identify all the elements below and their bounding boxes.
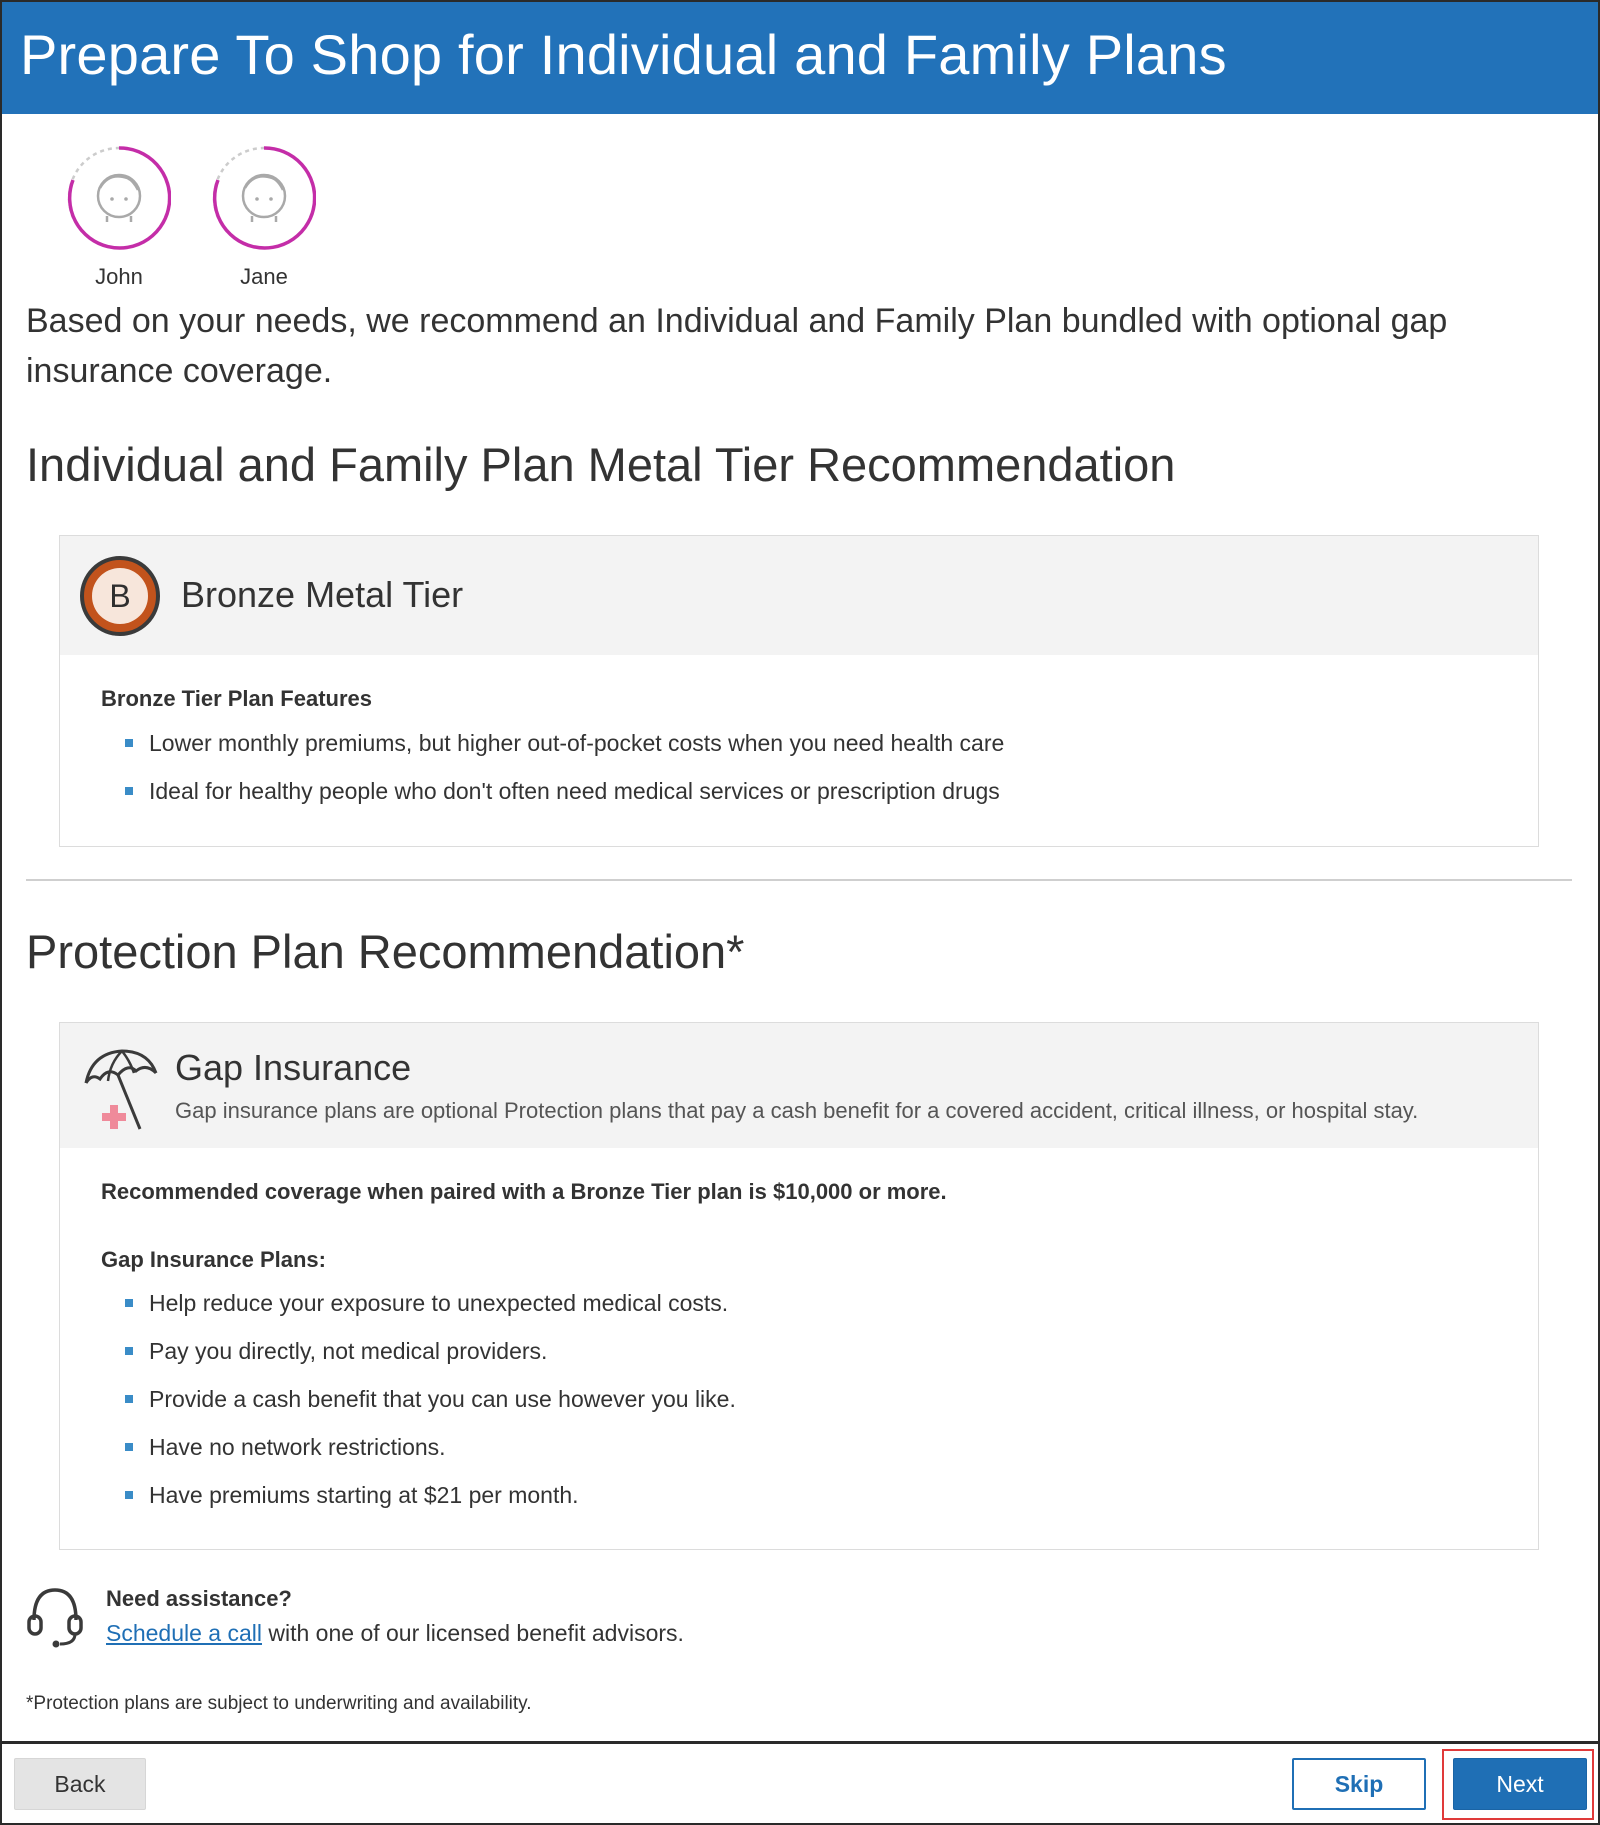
member-name: Jane [240, 264, 288, 289]
bronze-features-list [125, 719, 1004, 815]
gap-insurance-card [59, 1022, 1539, 1550]
recommended-coverage: Recommended coverage when paired with a Bronze Tier plan is $10,000 or more. [101, 1179, 947, 1204]
assistance-question: Need assistance? [106, 1586, 292, 1611]
list-item: Lower monthly premiums, but higher out-of-pocket costs when you need health care [125, 719, 1004, 767]
footnote: *Protection plans are subject to underwriting and availability. [26, 1693, 532, 1714]
section-divider [26, 879, 1572, 881]
list-item: Ideal for healthy people who don't often need medical services or prescription drugs [125, 767, 1004, 815]
page-header [2, 2, 1598, 114]
next-button[interactable]: Next [1453, 1758, 1587, 1810]
metal-tier-section-title: Individual and Family Plan Metal Tier Recommendation [26, 438, 1176, 491]
back-button[interactable]: Back [14, 1758, 146, 1810]
assistance-text: with one of our licensed benefit advisors. [262, 1620, 684, 1646]
bronze-tier-card [59, 535, 1539, 847]
page-title: Prepare To Shop for Individual and Family Plans [20, 23, 1227, 86]
bronze-tier-title: Bronze Metal Tier [181, 574, 464, 615]
assistance-line [106, 1620, 684, 1647]
list-item: Provide a cash benefit that you can use however you like. [125, 1375, 736, 1423]
gap-insurance-card-header [60, 1023, 1538, 1148]
list-item: Have no network restrictions. [125, 1423, 736, 1471]
gap-plans-title: Gap Insurance Plans: [101, 1247, 326, 1272]
gap-insurance-description: Gap insurance plans are optional Protection plans that pay a cash benefit for a covered accident, critical illness, or hospital stay. [175, 1098, 1419, 1123]
umbrella-medical-icon [78, 1043, 158, 1133]
footer-bar [2, 1741, 1598, 1823]
headset-icon [26, 1584, 84, 1650]
person-avatar-icon [67, 146, 171, 250]
recommendation-intro: Based on your needs, we recommend an Individual and Family Plan bundled with optional gap insurance coverage. [26, 302, 1448, 390]
schedule-call-link[interactable]: Schedule a call [106, 1620, 262, 1646]
list-item: Have premiums starting at $21 per month. [125, 1471, 736, 1519]
bronze-features-title: Bronze Tier Plan Features [101, 686, 373, 711]
skip-button[interactable]: Skip [1292, 1758, 1426, 1810]
list-item: Pay you directly, not medical providers. [125, 1327, 736, 1375]
gap-insurance-title: Gap Insurance [175, 1047, 412, 1088]
bronze-badge-icon [80, 556, 160, 636]
person-avatar-icon [212, 146, 316, 250]
list-item: Help reduce your exposure to unexpected medical costs. [125, 1279, 736, 1327]
bronze-tier-card-body [60, 655, 1538, 847]
gap-plans-list [125, 1279, 736, 1519]
assistance-block [26, 1582, 926, 1652]
gap-insurance-card-body [60, 1148, 1538, 1550]
bronze-tier-card-header [60, 536, 1538, 655]
member-name: John [95, 264, 143, 289]
protection-section-title: Protection Plan Recommendation* [26, 925, 745, 978]
bronze-badge-letter: B [109, 578, 131, 614]
